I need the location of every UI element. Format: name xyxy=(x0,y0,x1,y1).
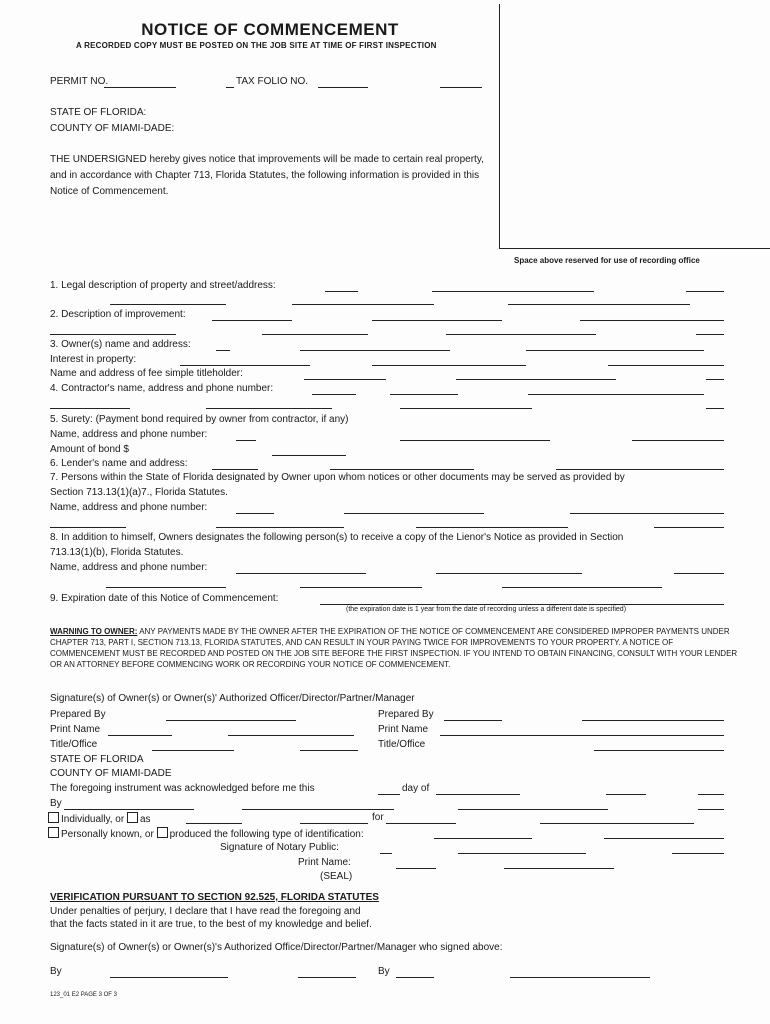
item-4-field-a[interactable] xyxy=(312,394,356,395)
for-field-b[interactable] xyxy=(540,823,694,824)
notary-print-name-field-b[interactable] xyxy=(504,868,614,869)
verification-signature-label: Signature(s) of Owner(s) or Owner(s)'s Authorized Office/Director/Partner/Manager who signed above: xyxy=(50,942,503,953)
tax-folio-field-extension[interactable] xyxy=(440,87,482,88)
item-7-field-f[interactable] xyxy=(416,527,568,528)
item-8-field-d[interactable] xyxy=(106,587,226,588)
as-field-b[interactable] xyxy=(300,823,368,824)
item-8-lienor-label: 8. In addition to himself, Owners designates the following person(s) to receive a copy of the Lienor's Notice as provided in Section xyxy=(50,532,624,543)
recording-office-box xyxy=(499,4,770,249)
item-8-section-label: 713.13(1)(b), Florida Statutes. xyxy=(50,547,184,558)
by-field-c[interactable] xyxy=(458,809,608,810)
for-label: for xyxy=(372,812,384,823)
notary-county-label: COUNTY OF MIAMI-DADE xyxy=(50,768,172,779)
item-7-field-e[interactable] xyxy=(216,527,344,528)
item-9-expiration-note: (the expiration date is 1 year from the date of recording unless a different date is specified) xyxy=(346,606,627,613)
verification-by-label-left: By xyxy=(50,966,62,977)
prepared-by-field-right[interactable] xyxy=(444,720,502,721)
item-8-field-e[interactable] xyxy=(300,587,422,588)
prepared-by-label-left: Prepared By xyxy=(50,709,106,720)
item-5-bond-amount-label: Amount of bond $ xyxy=(50,444,129,455)
by-field-d[interactable] xyxy=(698,809,724,810)
county-label: COUNTY OF MIAMI-DADE: xyxy=(50,123,175,134)
item-1-field-c[interactable] xyxy=(686,291,724,292)
item-5-name-field-c[interactable] xyxy=(632,440,724,441)
personally-known-label: Personally known, or xyxy=(61,829,154,840)
item-2-field-b[interactable] xyxy=(372,320,502,321)
item-9-expiration-label: 9. Expiration date of this Notice of Commencement: xyxy=(50,593,279,604)
item-9-expiration-field[interactable] xyxy=(320,604,724,605)
item-8-field-a[interactable] xyxy=(236,573,366,574)
verification-by-field-right-b[interactable] xyxy=(510,977,650,978)
tax-folio-field[interactable] xyxy=(318,87,368,88)
acknowledgment-day-field[interactable] xyxy=(378,794,400,795)
item-2-field-g[interactable] xyxy=(696,334,724,335)
verification-by-field-left-b[interactable] xyxy=(298,977,356,978)
item-7-field-b[interactable] xyxy=(344,513,484,514)
by-field-a[interactable] xyxy=(64,809,194,810)
identification-type-field[interactable] xyxy=(434,838,532,839)
item-3-field-c[interactable] xyxy=(526,350,704,351)
as-checkbox[interactable] xyxy=(127,812,138,823)
item-2-field-f[interactable] xyxy=(446,334,596,335)
item-1-field-f[interactable] xyxy=(508,304,690,305)
item-4-field-g[interactable] xyxy=(706,408,724,409)
print-name-field-left-b[interactable] xyxy=(228,735,354,736)
print-name-field-right[interactable] xyxy=(440,735,724,736)
print-name-label-right: Print Name xyxy=(378,724,429,735)
item-2-field-c[interactable] xyxy=(580,320,724,321)
item-6-field-c[interactable] xyxy=(556,469,724,470)
day-of-label: day of xyxy=(402,783,430,794)
title-office-field-right[interactable] xyxy=(594,750,724,751)
personally-known-checkbox[interactable] xyxy=(48,827,59,838)
notary-signature-field-a[interactable] xyxy=(380,853,392,854)
notary-print-name-field-a[interactable] xyxy=(396,868,436,869)
title-office-field-left[interactable] xyxy=(152,750,234,751)
item-5-bond-amount-field[interactable] xyxy=(272,455,346,456)
intro-paragraph: THE UNDERSIGNED hereby gives notice that improvements will be made to certain real property, and in accordance with Chapter 713, Florida Statutes, the following information is provided in this Notice of Commencement. xyxy=(50,154,484,197)
state-label: STATE OF FLORIDA: xyxy=(50,107,147,118)
by-field-b[interactable] xyxy=(242,809,394,810)
item-5-name-field-b[interactable] xyxy=(400,440,550,441)
verification-line-2: that the facts stated in it are true, to the best of my knowledge and belief. xyxy=(50,919,372,930)
item-2-field-a[interactable] xyxy=(212,320,292,321)
as-field-a[interactable] xyxy=(186,823,242,824)
notary-seal-label: (SEAL) xyxy=(320,871,353,882)
item-6-lender-label: 6. Lender's name and address: xyxy=(50,458,188,469)
item-2-description-label: 2. Description of improvement: xyxy=(50,309,186,320)
notary-signature-field-b[interactable] xyxy=(458,853,586,854)
form-title: NOTICE OF COMMENCEMENT xyxy=(141,20,399,39)
acknowledgment-month-field[interactable] xyxy=(436,794,520,795)
acknowledgment-label: The foregoing instrument was acknowledged before me this xyxy=(50,783,315,794)
item-6-field-b[interactable] xyxy=(330,469,474,470)
form-code: 123_01 E2 PAGE 3 OF 3 xyxy=(50,992,117,998)
item-6-field-a[interactable] xyxy=(212,469,258,470)
form-subtitle: A RECORDED COPY MUST BE POSTED ON THE JOB SITE AT TIME OF FIRST INSPECTION xyxy=(76,41,437,50)
item-7-section-label: Section 713.13(1)(a)7., Florida Statutes. xyxy=(50,487,228,498)
verification-by-field-left[interactable] xyxy=(110,977,228,978)
item-3-interest-field-c[interactable] xyxy=(608,365,724,366)
title-office-label-left: Title/Office xyxy=(50,739,98,750)
item-8-field-b[interactable] xyxy=(436,573,582,574)
print-name-field-left[interactable] xyxy=(108,735,172,736)
item-1-field-d[interactable] xyxy=(110,304,226,305)
for-field-a[interactable] xyxy=(386,823,456,824)
item-8-field-c[interactable] xyxy=(674,573,724,574)
item-8-name-label: Name, address and phone number: xyxy=(50,562,208,573)
item-1-field-a[interactable] xyxy=(325,291,358,292)
notary-print-name-label: Print Name: xyxy=(298,857,351,868)
individually-row xyxy=(48,812,151,825)
item-5-name-field-a[interactable] xyxy=(236,440,256,441)
identification-type-field-b[interactable] xyxy=(604,838,724,839)
item-7-field-c[interactable] xyxy=(570,513,724,514)
item-2-field-d[interactable] xyxy=(50,334,176,335)
item-1-field-b[interactable] xyxy=(432,291,594,292)
notary-signature-label: Signature of Notary Public: xyxy=(220,842,339,853)
item-8-field-f[interactable] xyxy=(502,587,662,588)
item-3-titleholder-field-a[interactable] xyxy=(304,379,386,380)
as-label: as xyxy=(139,814,151,825)
item-4-field-b[interactable] xyxy=(390,394,458,395)
item-7-name-label: Name, address and phone number: xyxy=(50,502,208,513)
item-3-interest-field-a[interactable] xyxy=(180,365,310,366)
item-7-designee-label: 7. Persons within the State of Florida designated by Owner upon whom notices or other documents may be served as provided by xyxy=(50,472,625,483)
prepared-by-label-right: Prepared By xyxy=(378,709,434,720)
item-7-field-g[interactable] xyxy=(654,527,724,528)
permit-line-segment xyxy=(226,87,234,88)
notary-state-label: STATE OF FLORIDA xyxy=(50,754,144,765)
item-3-owner-label: 3. Owner(s) name and address: xyxy=(50,339,191,350)
title-office-label-right: Title/Office xyxy=(378,739,426,750)
verification-by-field-right[interactable] xyxy=(396,977,434,978)
by-label: By xyxy=(50,798,62,809)
item-3-titleholder-field-c[interactable] xyxy=(706,379,724,380)
individually-label: Individually, or xyxy=(61,814,125,825)
item-4-field-c[interactable] xyxy=(528,394,704,395)
print-name-label-left: Print Name xyxy=(50,724,101,735)
personally-known-row xyxy=(48,827,364,840)
permit-number-field[interactable] xyxy=(104,87,176,88)
verification-heading: VERIFICATION PURSUANT TO SECTION 92.525, FLORIDA STATUTES xyxy=(50,892,379,903)
prepared-by-field-right-b[interactable] xyxy=(582,720,724,721)
owner-signature-label: Signature(s) of Owner(s) or Owner(s)' Authorized Officer/Director/Partner/Manager xyxy=(50,693,415,704)
prepared-by-field-left[interactable] xyxy=(166,720,296,721)
notary-signature-field-c[interactable] xyxy=(672,853,724,854)
permit-number-label: PERMIT NO. xyxy=(50,76,109,87)
item-1-field-e[interactable] xyxy=(292,304,434,305)
item-5-name-label: Name, address and phone number: xyxy=(50,429,208,440)
tax-folio-label: TAX FOLIO NO. xyxy=(236,76,309,87)
item-4-contractor-label: 4. Contractor's name, address and phone number: xyxy=(50,383,274,394)
item-4-field-e[interactable] xyxy=(206,408,332,409)
item-3-field-b[interactable] xyxy=(300,350,450,351)
warning-label: WARNING TO OWNER: xyxy=(50,627,138,636)
warning-to-owner xyxy=(50,626,740,670)
item-3-titleholder-field-b[interactable] xyxy=(456,379,616,380)
produced-id-checkbox[interactable] xyxy=(157,827,168,838)
acknowledgment-year-field-b[interactable] xyxy=(698,794,724,795)
item-3-field-a[interactable] xyxy=(216,350,230,351)
item-7-field-a[interactable] xyxy=(236,513,274,514)
item-5-surety-label: 5. Surety: (Payment bond required by owner from contractor, if any) xyxy=(50,414,349,425)
verification-line-1: Under penalties of perjury, I declare that I have read the foregoing and xyxy=(50,906,361,917)
title-office-field-left-b[interactable] xyxy=(300,750,358,751)
item-4-field-d[interactable] xyxy=(50,408,130,409)
individually-checkbox[interactable] xyxy=(48,812,59,823)
item-1-legal-description-label: 1. Legal description of property and street/address: xyxy=(50,280,276,291)
item-3-interest-field-b[interactable] xyxy=(372,365,526,366)
item-7-field-d[interactable] xyxy=(50,527,126,528)
recording-office-note: Space above reserved for use of recording office xyxy=(514,256,700,265)
produced-id-label: produced the following type of identification: xyxy=(169,829,364,840)
item-4-field-f[interactable] xyxy=(400,408,532,409)
item-2-field-e[interactable] xyxy=(262,334,368,335)
verification-by-label-right: By xyxy=(378,966,390,977)
warning-text: ANY PAYMENTS MADE BY THE OWNER AFTER THE EXPIRATION OF THE NOTICE OF COMMENCEMENT ARE CONSIDERED IMPROPER PAYMENTS UNDER CHAPTER 713, PART I, SECTION 713.13, FLORIDA STATUTES, AND CAN RESULT IN YOUR PAYING TWICE FOR IMPROVEMENTS TO YOUR PROPERTY. A NOTICE OF COMMENCEMENT MUST BE RECORDED AND POSTED ON THE JOB SITE BEFORE THE FIRST INSPECTION. IF YOU INTEND TO OBTAIN FINANCING, CONSULT WITH YOUR LENDER OR AN ATTORNEY BEFORE COMMENCING WORK OR RECORDING YOUR NOTICE OF COMMENCEMENT. xyxy=(50,627,738,669)
acknowledgment-year-field[interactable] xyxy=(606,794,646,795)
item-3-interest-label: Interest in property: xyxy=(50,354,137,365)
item-3-titleholder-label: Name and address of fee simple titleholder: xyxy=(50,368,243,379)
